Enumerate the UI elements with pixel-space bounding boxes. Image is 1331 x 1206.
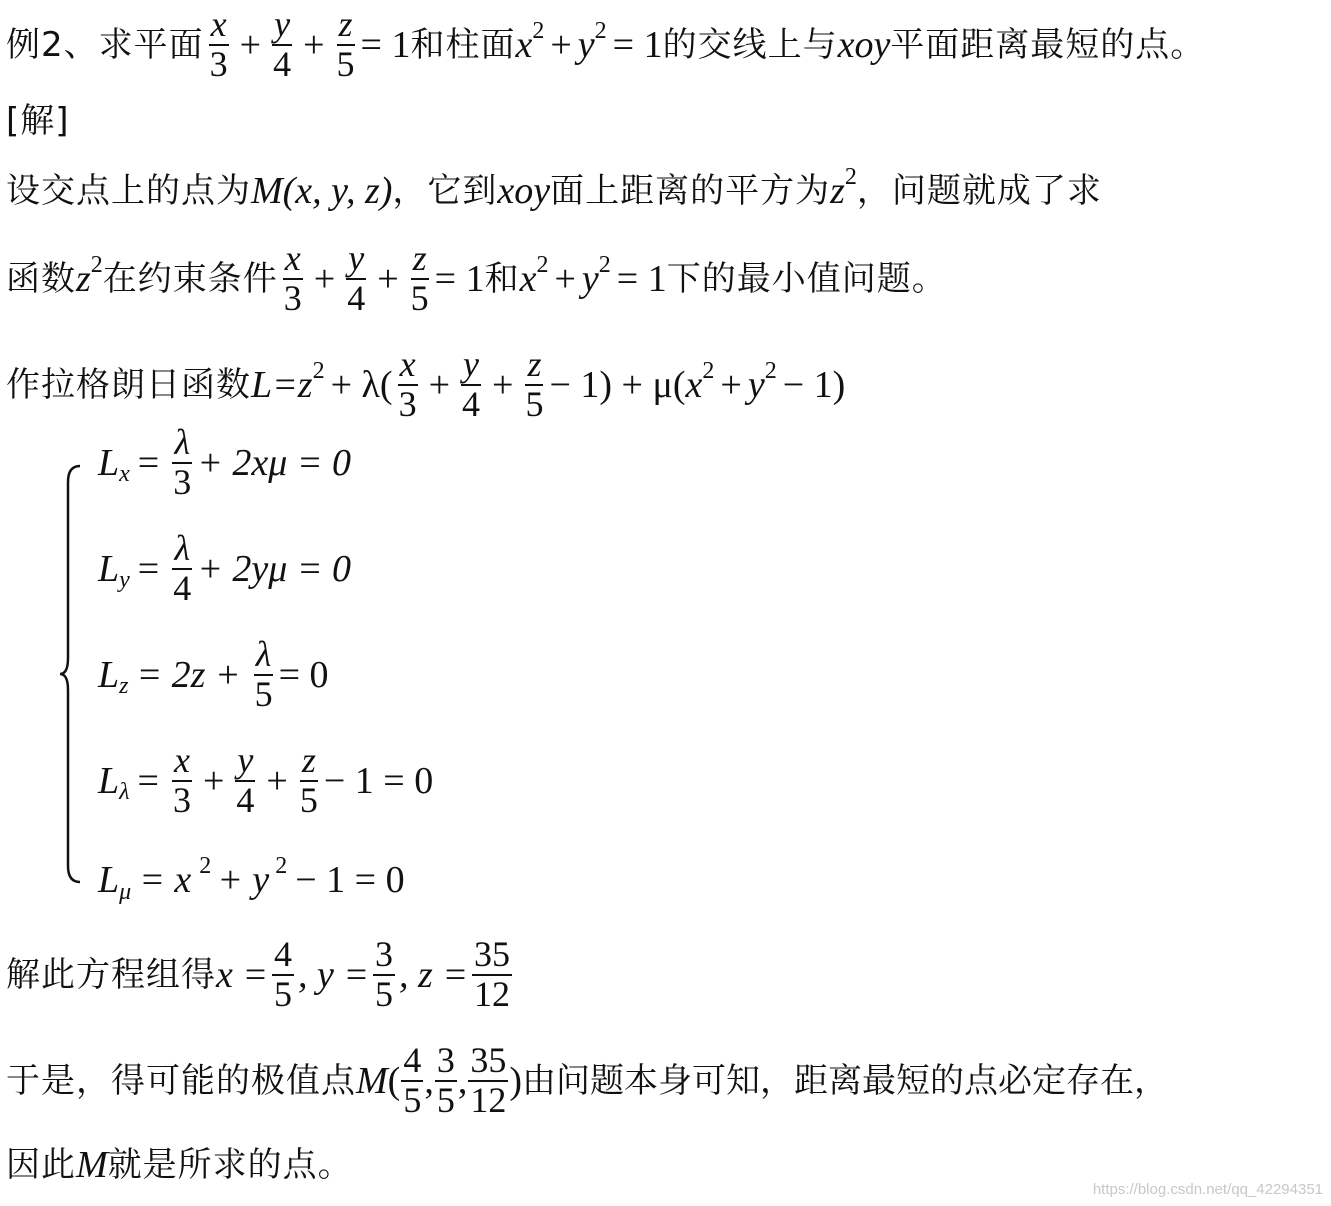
solution-setup: 设交点上的点为 M (x, y, z) ，它到 xoy 面上距离的平方为 z 2 ，问题就成了求: [6, 164, 1102, 212]
extreme-point-statement: 于是，得可能的极值点 M ( $\frac{4}{5}$ , $\frac{3}{5}$ , $\frac{35}{12}$ ) 由问题本身可知，距离最短的点必定存在，: [6, 1040, 1168, 1120]
solution-heading: [解]: [6, 101, 70, 141]
fraction-x-over-3: $\frac{x}{3}$: [209, 4, 228, 84]
equation-llambda: L λ = $\frac{x}{3}$ + $\frac{y}{4}$ + $\frac{z}{5}$ − 1 = 0: [98, 740, 434, 820]
problem-prefix: 例2、求平面: [6, 24, 204, 65]
conclusion: 因此 M 就是所求的点。: [6, 1144, 353, 1186]
constraint-statement: 函数 z 2 在约束条件 $\frac{x}{3}$ + $\frac{y}{4}$ + $\frac{z}{5}$ = 1 和 x 2 + y 2 = 1 下的最小值问题。: [6, 238, 947, 318]
watermark: https://blog.csdn.net/qq_42294351: [1092, 1181, 1323, 1198]
lagrange-function: 作拉格朗日函数 L =z 2 + λ( $\frac{x}{3}$ + $\frac{y}{4}$ + $\frac{z}{5}$ − 1) + μ( x 2 + y 2 − 1): [6, 344, 846, 424]
equation-ly: L y = $\frac{\lambda}{4}$ + 2yμ = 0: [98, 528, 351, 608]
solution-values: 解此方程组得 x = $\frac{4}{5}$ , y = $\frac{3}{5}$ , z = $\frac{35}{12}$: [6, 934, 510, 1014]
equation-lz: L z = 2z + $\frac{\lambda}{5}$ = 0: [98, 634, 329, 714]
problem-statement: 例2、求平面 $\frac{x}{3}$ + $\frac{y}{4}$ + $\frac{z}{5}$ = 1 和柱面 x 2 + y 2 = 1 的交线上与 xoy 平面距离最短的点。: [6, 4, 1206, 84]
fraction-y-over-4: $\frac{y}{4}$: [273, 4, 292, 84]
fraction-z-over-5: $\frac{z}{5}$: [336, 4, 355, 84]
equation-lx: L x = $\frac{\lambda}{3}$ + 2xμ = 0: [98, 422, 351, 502]
left-brace-icon: [56, 462, 86, 886]
equation-lmu: L μ = x 2 + y 2 − 1 = 0: [98, 852, 405, 905]
